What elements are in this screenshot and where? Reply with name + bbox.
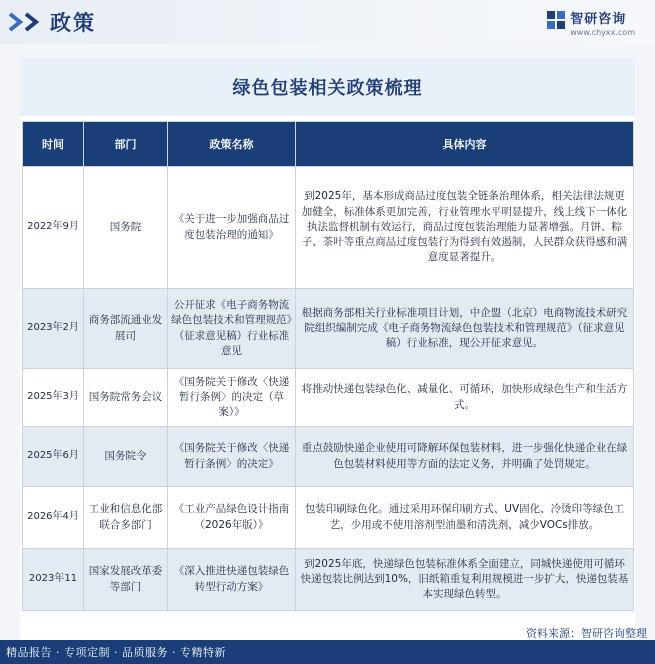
- cell-policy: 《国务院关于修改〈快递暂行条例〉的决定（草案）》: [168, 369, 296, 427]
- cell-content: 根据商务部相关行业标准项目计划，中企盟（北京）电商物流技术研究院组织编制完成《电子商务物流绿色包装技术和管理规范》（征求意见稿）行业标准，现公开征求意见。: [296, 289, 634, 369]
- column-header-time: 时间: [23, 122, 84, 167]
- table-row: [23, 369, 634, 427]
- section-title: 政策: [50, 11, 96, 35]
- source-note: 资料来源：智研咨询整理: [526, 627, 647, 640]
- cell-dept: 国务院: [84, 167, 168, 289]
- table-row: [23, 487, 634, 549]
- cell-content: 到2025年，基本形成商品过度包装全链条治理体系，相关法律法规更加健全，标准体系更加完善，行业管理水平明显提升，线上线下一体化执法监督机制有效运行，商品过度包装治理能力显著增强。月饼、粽子、茶叶等重点商品过度包装行为得到有效遏制，人民群众获得感和满意度显著提升。: [296, 167, 634, 289]
- cell-time: 2023年2月: [23, 289, 84, 369]
- cell-dept: 国家发展改革委等部门: [84, 549, 168, 611]
- cell-dept: 工业和信息化部联合多部门: [84, 487, 168, 549]
- cell-content: 包装印刷绿色化。通过采用环保印刷方式、UV固化、冷烫印等绿色工艺，少用或不使用溶剂型油墨和清洗剂，减少VOCs排放。: [296, 487, 634, 549]
- header-bar: [0, 0, 655, 44]
- column-header-dept: 部门: [84, 122, 168, 167]
- table-row: [23, 549, 634, 611]
- brand-logo-icon: [546, 10, 566, 30]
- brand: [570, 8, 635, 37]
- cell-dept: 国务院令: [84, 427, 168, 487]
- chevron-right-icon: [24, 12, 40, 32]
- cell-content: 重点鼓励快递企业使用可降解环保包装材料，进一步强化快递企业在绿色包装材料使用等方面的法定义务，并明确了处罚规定。: [296, 427, 634, 487]
- column-header-policy: 政策名称: [168, 122, 296, 167]
- column-header-content: 具体内容: [296, 122, 634, 167]
- brand-url: www.chyxx.com: [570, 28, 635, 37]
- footer-bar: 精品报告 · 专项定制 · 品质服务 · 专精特新: [0, 640, 655, 664]
- cell-policy: 公开征求《电子商务物流绿色包装技术和管理规范》（征求意见稿）行业标准意见: [168, 289, 296, 369]
- cell-dept: 国务院常务会议: [84, 369, 168, 427]
- brand-name: 智研咨询: [570, 12, 627, 27]
- table-row: [23, 167, 634, 289]
- cell-content: 到2025年底，快递绿色包装标准体系全面建立，同城快递使用可循环快递包装比例达到10%，旧纸箱重复利用规模进一步扩大，快递包装基本实现绿色转型。: [296, 549, 634, 611]
- table-header-row: [23, 122, 634, 167]
- policy-table: [22, 121, 634, 611]
- cell-content: 将推动快递包装绿色化、减量化、可循环，加快形成绿色生产和生活方式。: [296, 369, 634, 427]
- cell-time: 2026年4月: [23, 487, 84, 549]
- table-title: 绿色包装相关政策梳理: [20, 58, 635, 116]
- cell-dept: 商务部流通业发展司: [84, 289, 168, 369]
- cell-policy: 《深入推进快递包装绿色转型行动方案》: [168, 549, 296, 611]
- cell-policy: 《国务院关于修改〈快递暂行条例〉的决定》: [168, 427, 296, 487]
- cell-time: 2025年6月: [23, 427, 84, 487]
- chevron-right-icon: [8, 12, 24, 32]
- policy-card: [20, 58, 635, 643]
- cell-policy: 《工业产品绿色设计指南（2026年版）》: [168, 487, 296, 549]
- table-row: [23, 427, 634, 487]
- cell-policy: 《关于进一步加强商品过度包装治理的通知》: [168, 167, 296, 289]
- cell-time: 2022年9月: [23, 167, 84, 289]
- table-row: [23, 289, 634, 369]
- cell-time: 2023年11: [23, 549, 84, 611]
- cell-time: 2025年3月: [23, 369, 84, 427]
